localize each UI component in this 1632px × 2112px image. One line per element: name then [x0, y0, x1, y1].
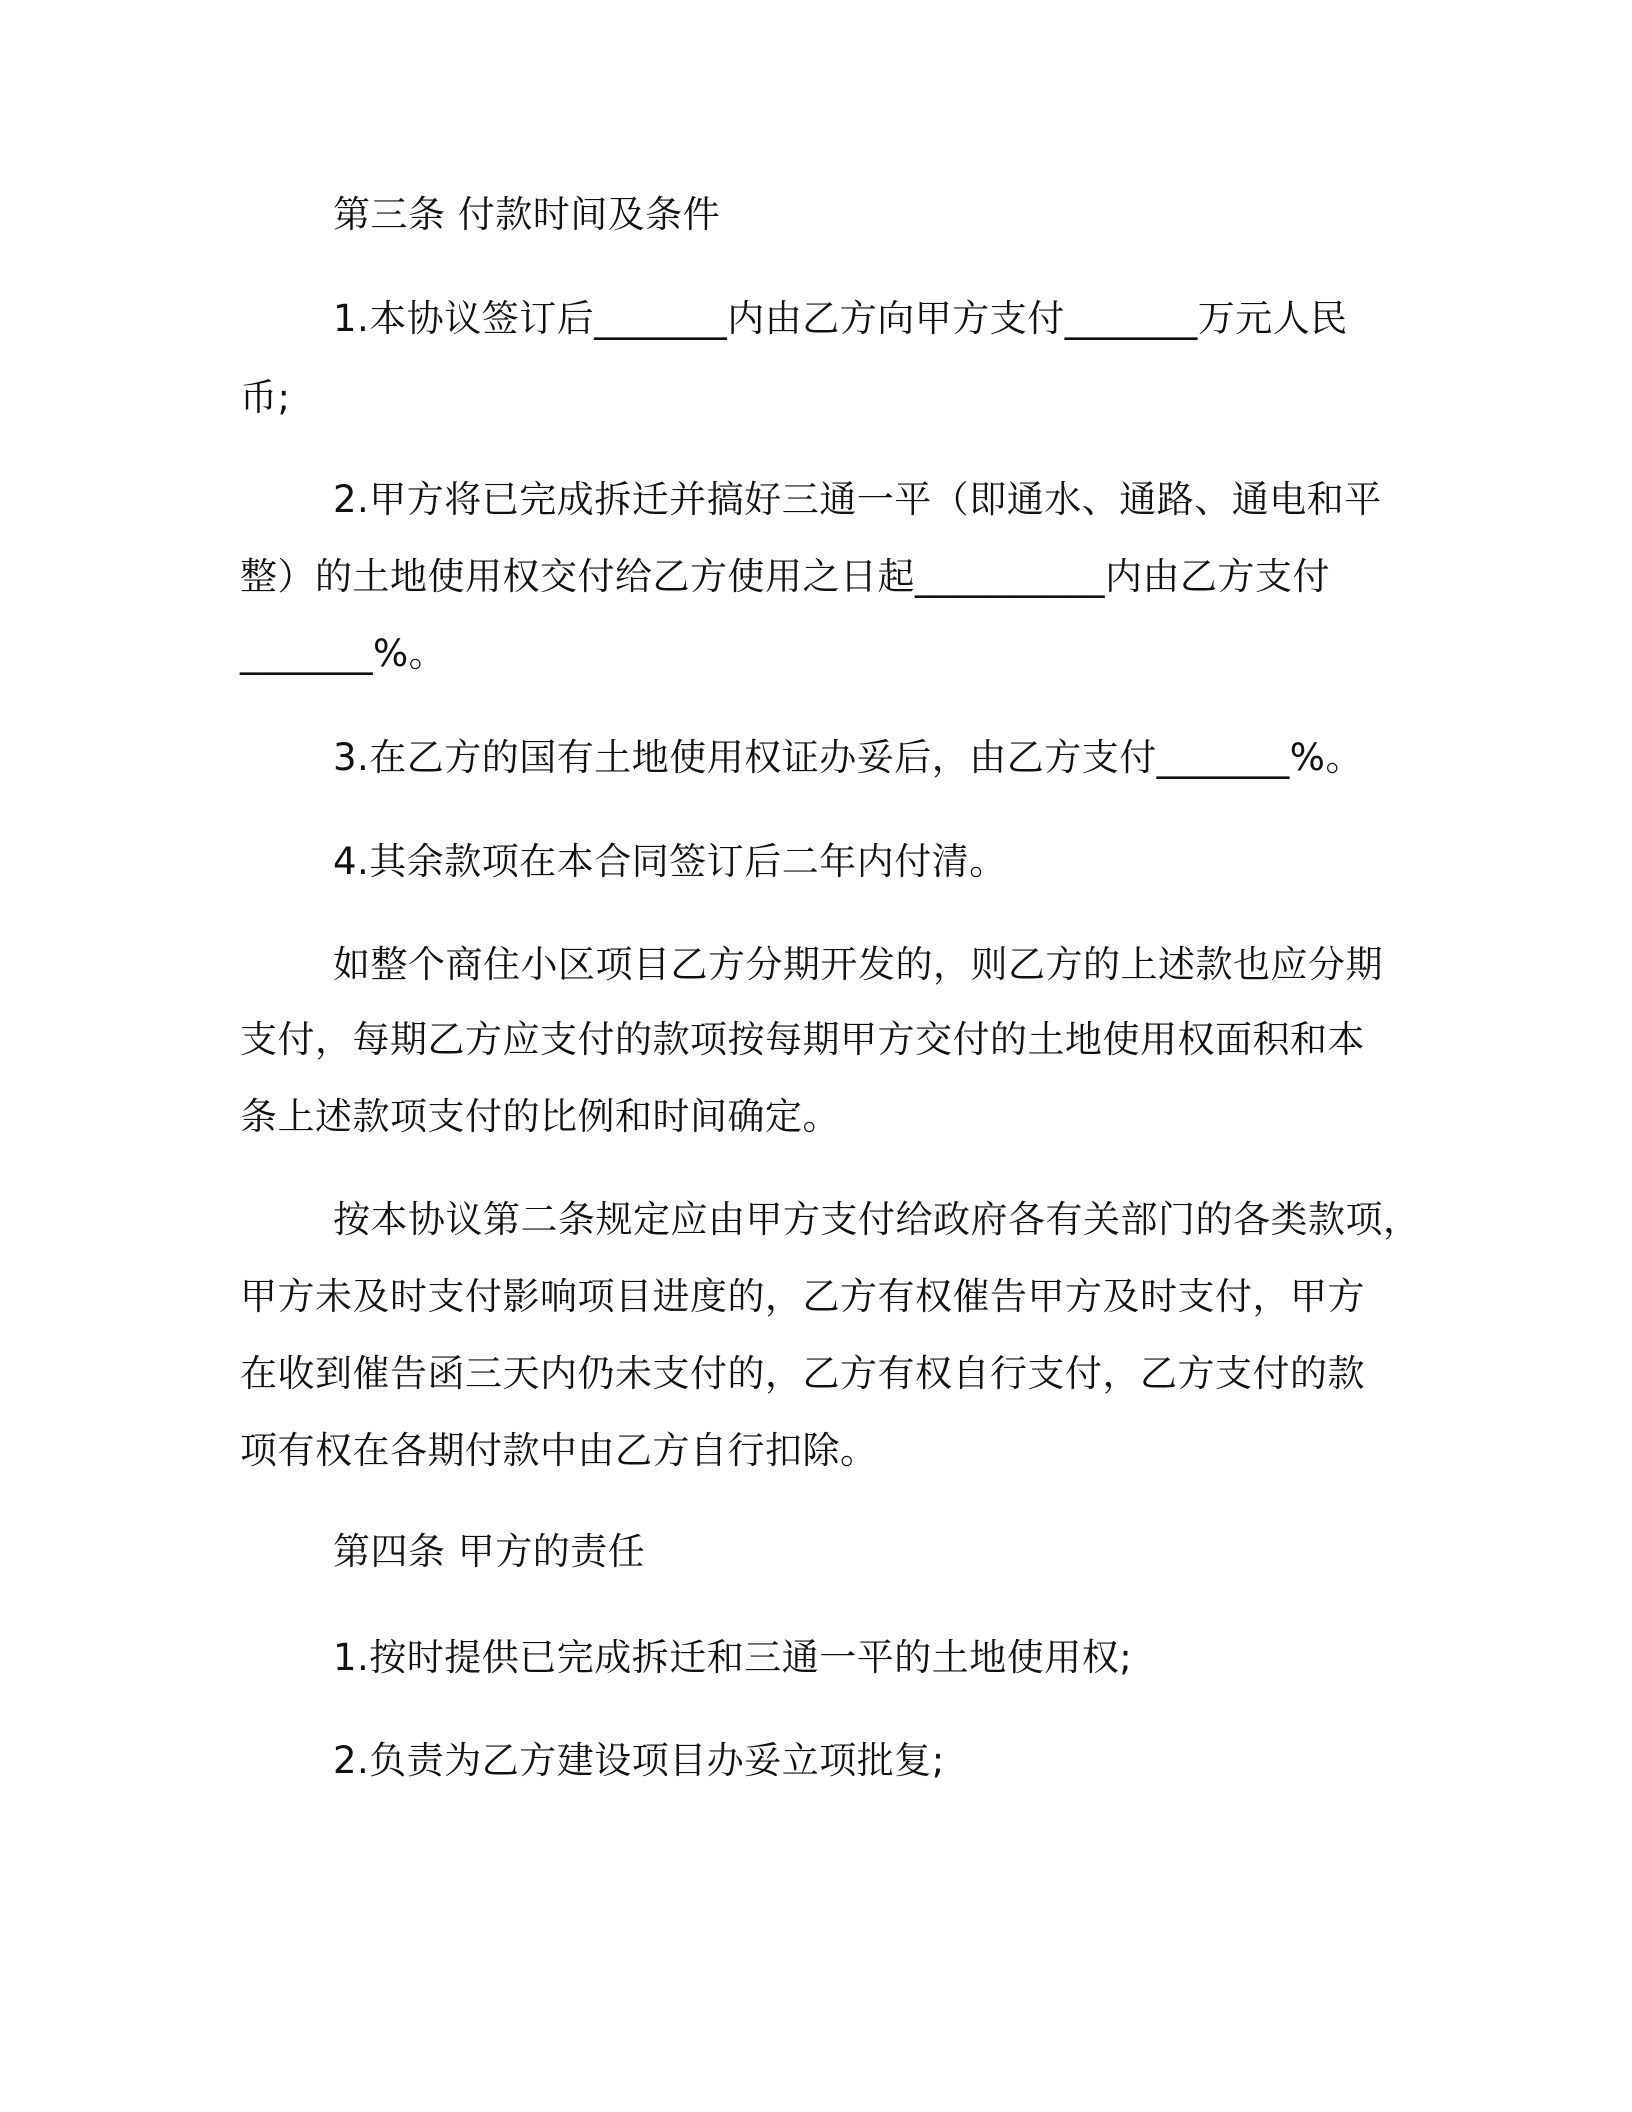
government-fees-paragraph-line1: 按本协议第二条规定应由甲方支付给政府各有关部门的各类款项，	[333, 1198, 1421, 1241]
government-fees-paragraph-line2: 甲方未及时支付影响项目进度的，乙方有权催告甲方及时支付，甲方	[240, 1275, 1365, 1318]
article4-item2: 2.负责为乙方建设项目办妥立项批复;	[333, 1739, 945, 1782]
government-fees-paragraph-line4: 项有权在各期付款中由乙方自行扣除。	[240, 1429, 878, 1472]
article3-item2-line2: 整）的土地使用权交付给乙方使用之日起__________内由乙方支付	[240, 555, 1330, 598]
article3-heading: 第三条 付款时间及条件	[333, 193, 721, 236]
article4-heading: 第四条 甲方的责任	[333, 1530, 646, 1573]
article3-item3: 3.在乙方的国有土地使用权证办妥后，由乙方支付_______%。	[333, 736, 1363, 779]
article4-item1: 1.按时提供已完成拆迁和三通一平的土地使用权;	[333, 1636, 1133, 1679]
article3-item1-line2: 币;	[240, 376, 291, 419]
article3-item1-line1: 1.本协议签订后_______内由乙方向甲方支付_______万元人民	[333, 297, 1348, 340]
article3-item4: 4.其余款项在本合同签订后二年内付清。	[333, 840, 1007, 883]
government-fees-paragraph-line3: 在收到催告函三天内仍未支付的，乙方有权自行支付，乙方支付的款	[240, 1352, 1365, 1395]
article3-item2-line1: 2.甲方将已完成拆迁并搞好三通一平（即通水、通路、通电和平	[333, 478, 1382, 521]
article3-item2-line3: _______%。	[240, 632, 447, 675]
installments-paragraph-line3: 条上述款项支付的比例和时间确定。	[240, 1095, 840, 1138]
installments-paragraph-line2: 支付，每期乙方应支付的款项按每期甲方交付的土地使用权面积和本	[240, 1018, 1365, 1061]
installments-paragraph-line1: 如整个商住小区项目乙方分期开发的，则乙方的上述款也应分期	[333, 943, 1383, 986]
